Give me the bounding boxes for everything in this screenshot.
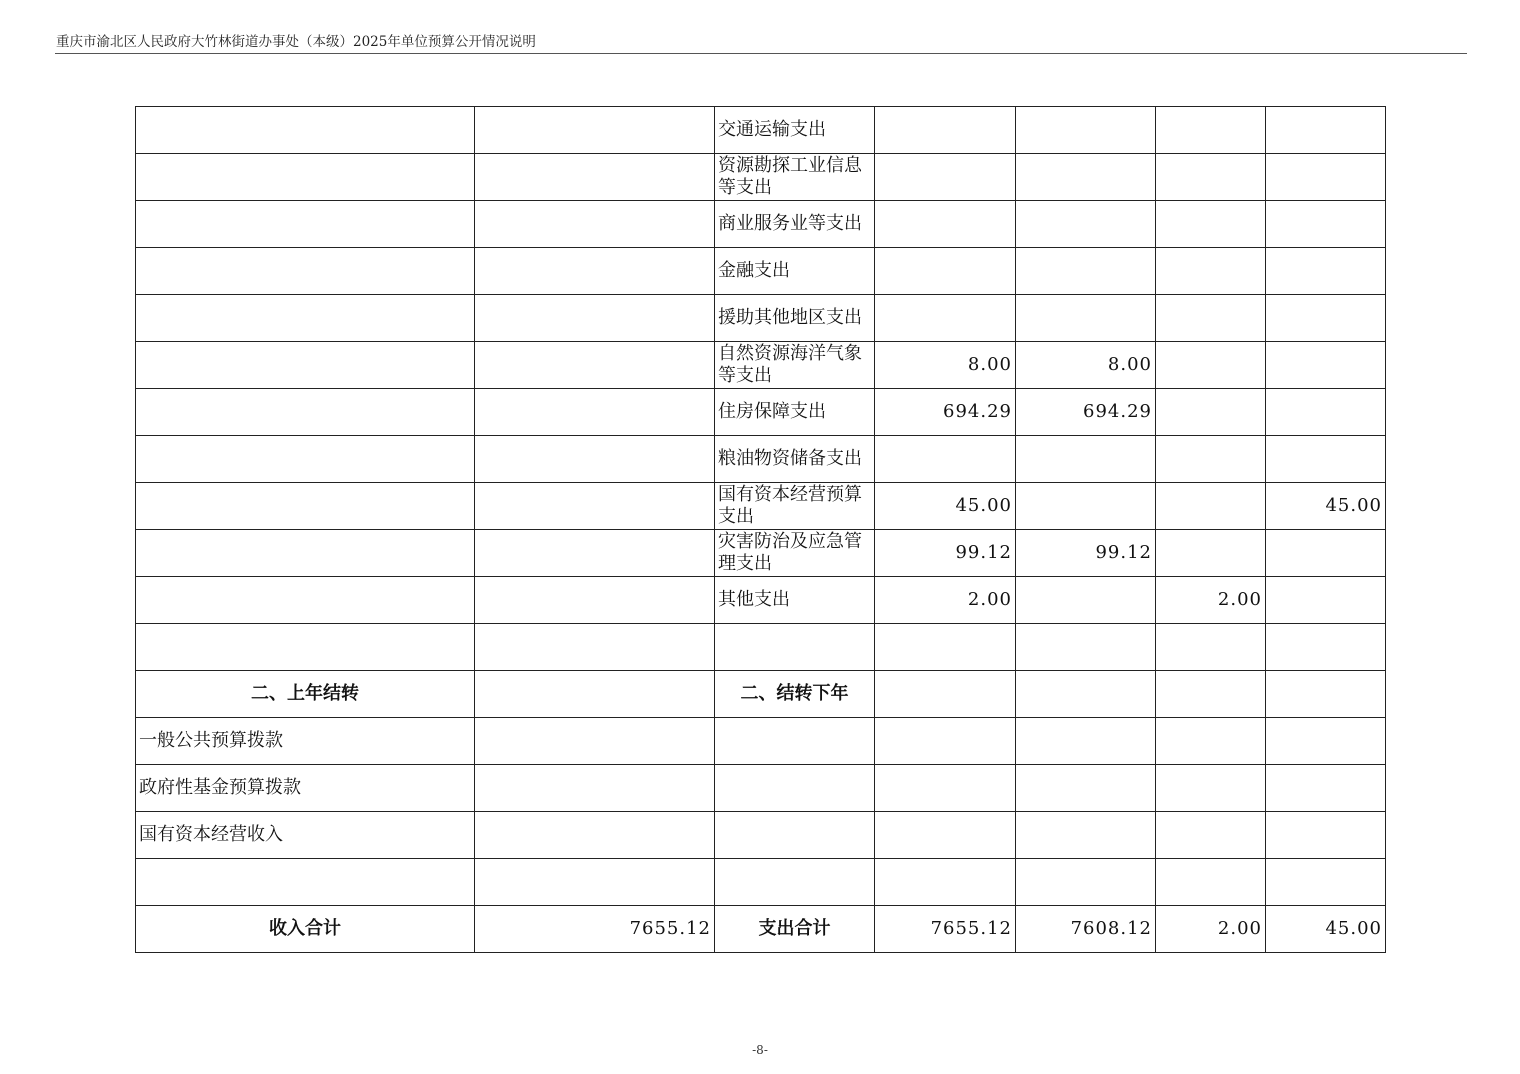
expenditure-item-cell: 资源勘探工业信息等支出 xyxy=(715,154,875,201)
total-amount-cell xyxy=(875,107,1016,154)
expenditure-item-cell: 商业服务业等支出 xyxy=(715,201,875,248)
total-amount-cell: 99.12 xyxy=(875,530,1016,577)
state-capital-cell: 45.00 xyxy=(1266,483,1386,530)
income-amount-cell xyxy=(475,624,715,671)
state-capital-cell xyxy=(1266,107,1386,154)
general-budget-cell xyxy=(1016,577,1156,624)
income-amount-cell xyxy=(475,295,715,342)
state-capital-cell xyxy=(1266,248,1386,295)
state-capital-total-value: 45.00 xyxy=(1266,906,1386,953)
expenditure-item-cell: 粮油物资储备支出 xyxy=(715,436,875,483)
table-row xyxy=(136,530,1386,577)
total-amount-cell: 694.29 xyxy=(875,389,1016,436)
general-budget-total-value: 7608.12 xyxy=(1016,906,1156,953)
income-item-cell xyxy=(136,154,475,201)
fund-budget-cell: 2.00 xyxy=(1156,577,1266,624)
total-amount-cell: 8.00 xyxy=(875,342,1016,389)
total-amount-cell: 2.00 xyxy=(875,577,1016,624)
table-row xyxy=(136,389,1386,436)
state-capital-cell xyxy=(1266,295,1386,342)
state-capital-cell xyxy=(1266,765,1386,812)
fund-budget-total-value: 2.00 xyxy=(1156,906,1266,953)
state-capital-cell xyxy=(1266,624,1386,671)
income-item-cell xyxy=(136,436,475,483)
total-amount-cell xyxy=(875,812,1016,859)
expenditure-item-cell: 援助其他地区支出 xyxy=(715,295,875,342)
total-amount-cell xyxy=(875,859,1016,906)
total-amount-cell xyxy=(875,201,1016,248)
table-row xyxy=(136,436,1386,483)
totals-row xyxy=(136,906,1386,953)
general-budget-cell xyxy=(1016,154,1156,201)
carryover-prior-year-heading: 二、上年结转 xyxy=(136,671,475,718)
expenditure-item-cell: 交通运输支出 xyxy=(715,107,875,154)
fund-budget-cell xyxy=(1156,718,1266,765)
expenditure-item-cell: 自然资源海洋气象等支出 xyxy=(715,342,875,389)
page-number: -8- xyxy=(752,1043,768,1057)
income-item-cell xyxy=(136,342,475,389)
state-capital-cell xyxy=(1266,154,1386,201)
state-capital-cell xyxy=(1266,577,1386,624)
income-amount-cell xyxy=(475,483,715,530)
fund-budget-cell xyxy=(1156,248,1266,295)
general-budget-cell: 8.00 xyxy=(1016,342,1156,389)
table-row xyxy=(136,624,1386,671)
income-amount-cell xyxy=(475,248,715,295)
state-capital-cell xyxy=(1266,718,1386,765)
income-item-cell xyxy=(136,295,475,342)
table-row xyxy=(136,248,1386,295)
state-capital-cell xyxy=(1266,201,1386,248)
total-amount-cell xyxy=(875,295,1016,342)
general-budget-cell xyxy=(1016,295,1156,342)
general-budget-cell xyxy=(1016,107,1156,154)
total-amount-cell xyxy=(875,624,1016,671)
income-item-cell: 政府性基金预算拨款 xyxy=(136,765,475,812)
header-divider xyxy=(55,53,1467,54)
fund-budget-cell xyxy=(1156,154,1266,201)
general-budget-cell: 694.29 xyxy=(1016,389,1156,436)
expenditure-item-cell: 灾害防治及应急管理支出 xyxy=(715,530,875,577)
general-budget-cell xyxy=(1016,483,1156,530)
carryover-next-year-heading: 二、结转下年 xyxy=(715,671,875,718)
fund-budget-cell xyxy=(1156,671,1266,718)
expenditure-item-cell: 其他支出 xyxy=(715,577,875,624)
income-item-cell xyxy=(136,859,475,906)
fund-budget-cell xyxy=(1156,765,1266,812)
income-amount-cell xyxy=(475,342,715,389)
income-amount-cell xyxy=(475,436,715,483)
expenditure-item-cell: 金融支出 xyxy=(715,248,875,295)
state-capital-cell xyxy=(1266,436,1386,483)
document-header-title: 重庆市渝北区人民政府大竹林街道办事处（本级）2025年单位预算公开情况说明 xyxy=(56,34,536,50)
income-item-cell: 国有资本经营收入 xyxy=(136,812,475,859)
income-item-cell xyxy=(136,107,475,154)
income-amount-cell xyxy=(475,671,715,718)
general-budget-cell xyxy=(1016,624,1156,671)
fund-budget-cell xyxy=(1156,483,1266,530)
state-capital-cell xyxy=(1266,812,1386,859)
table-row xyxy=(136,812,1386,859)
table-row xyxy=(136,577,1386,624)
table-row xyxy=(136,295,1386,342)
fund-budget-cell xyxy=(1156,530,1266,577)
income-amount-cell xyxy=(475,718,715,765)
income-amount-cell xyxy=(475,389,715,436)
income-item-cell xyxy=(136,577,475,624)
fund-budget-cell xyxy=(1156,859,1266,906)
expenditure-total-label: 支出合计 xyxy=(715,906,875,953)
fund-budget-cell xyxy=(1156,812,1266,859)
fund-budget-cell xyxy=(1156,389,1266,436)
total-amount-cell xyxy=(875,436,1016,483)
income-amount-cell xyxy=(475,765,715,812)
expenditure-item-cell: 住房保障支出 xyxy=(715,389,875,436)
income-amount-cell xyxy=(475,107,715,154)
fund-budget-cell xyxy=(1156,107,1266,154)
fund-budget-cell xyxy=(1156,295,1266,342)
expenditure-item-cell xyxy=(715,624,875,671)
state-capital-cell xyxy=(1266,671,1386,718)
expenditure-item-cell: 国有资本经营预算支出 xyxy=(715,483,875,530)
total-amount-cell xyxy=(875,671,1016,718)
state-capital-cell xyxy=(1266,530,1386,577)
income-item-cell xyxy=(136,483,475,530)
income-item-cell: 一般公共预算拨款 xyxy=(136,718,475,765)
income-amount-cell xyxy=(475,530,715,577)
general-budget-cell: 99.12 xyxy=(1016,530,1156,577)
general-budget-cell xyxy=(1016,436,1156,483)
general-budget-cell xyxy=(1016,718,1156,765)
general-budget-cell xyxy=(1016,201,1156,248)
income-amount-cell xyxy=(475,577,715,624)
expenditure-item-cell xyxy=(715,765,875,812)
table-row xyxy=(136,483,1386,530)
total-amount-cell xyxy=(875,248,1016,295)
income-item-cell xyxy=(136,248,475,295)
fund-budget-cell xyxy=(1156,342,1266,389)
income-item-cell xyxy=(136,530,475,577)
table-row xyxy=(136,107,1386,154)
general-budget-cell xyxy=(1016,859,1156,906)
income-item-cell xyxy=(136,201,475,248)
income-amount-cell xyxy=(475,859,715,906)
state-capital-cell xyxy=(1266,342,1386,389)
income-total-value: 7655.12 xyxy=(475,906,715,953)
table-row xyxy=(136,859,1386,906)
income-amount-cell xyxy=(475,812,715,859)
state-capital-cell xyxy=(1266,859,1386,906)
income-item-cell xyxy=(136,624,475,671)
income-item-cell xyxy=(136,389,475,436)
general-budget-cell xyxy=(1016,248,1156,295)
income-amount-cell xyxy=(475,201,715,248)
total-amount-cell xyxy=(875,765,1016,812)
state-capital-cell xyxy=(1266,389,1386,436)
table-row xyxy=(136,201,1386,248)
expenditure-total-value: 7655.12 xyxy=(875,906,1016,953)
table-row xyxy=(136,765,1386,812)
table-row xyxy=(136,671,1386,718)
budget-table-body xyxy=(136,107,1386,953)
table-row xyxy=(136,154,1386,201)
fund-budget-cell xyxy=(1156,201,1266,248)
fund-budget-cell xyxy=(1156,624,1266,671)
table-row xyxy=(136,342,1386,389)
fund-budget-cell xyxy=(1156,436,1266,483)
total-amount-cell: 45.00 xyxy=(875,483,1016,530)
general-budget-cell xyxy=(1016,765,1156,812)
income-amount-cell xyxy=(475,154,715,201)
expenditure-item-cell xyxy=(715,718,875,765)
table-row xyxy=(136,718,1386,765)
expenditure-item-cell xyxy=(715,859,875,906)
total-amount-cell xyxy=(875,718,1016,765)
income-total-label: 收入合计 xyxy=(136,906,475,953)
budget-table xyxy=(135,106,1386,953)
general-budget-cell xyxy=(1016,812,1156,859)
expenditure-item-cell xyxy=(715,812,875,859)
total-amount-cell xyxy=(875,154,1016,201)
general-budget-cell xyxy=(1016,671,1156,718)
